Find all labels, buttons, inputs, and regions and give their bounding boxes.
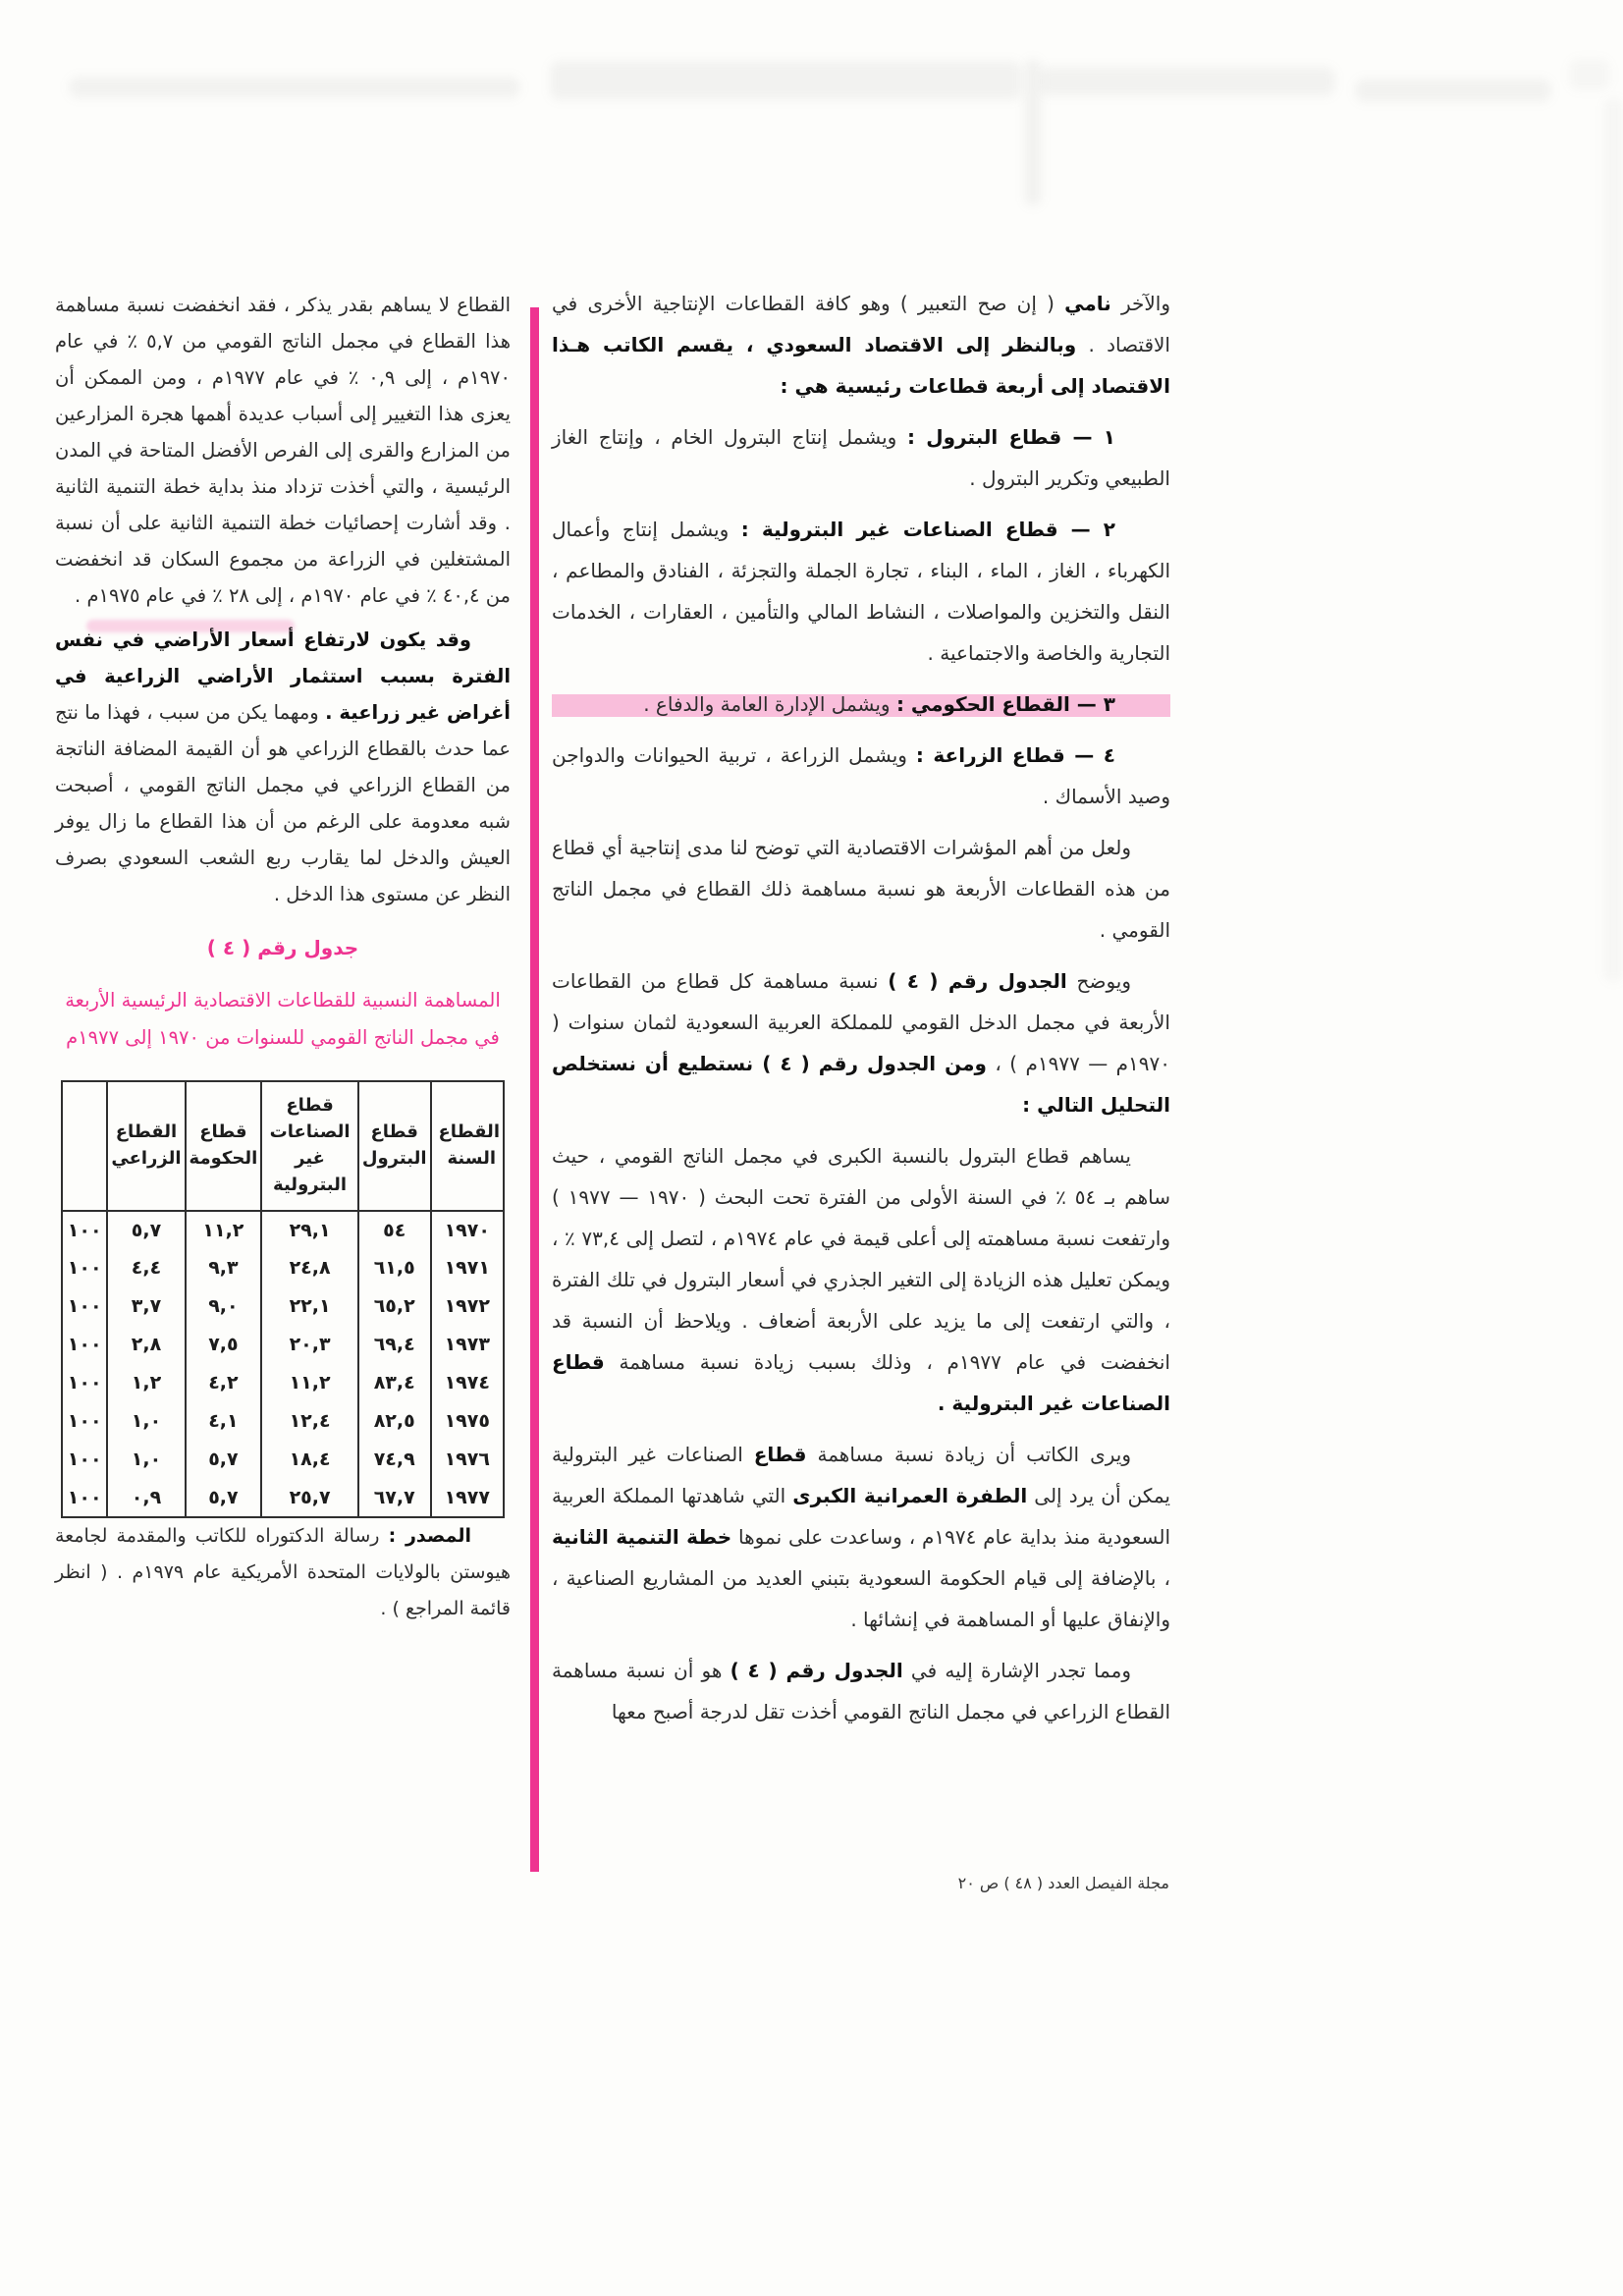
table-row	[62, 1441, 504, 1479]
text-segment: ٣ — القطاع الحكومي :	[895, 692, 1115, 716]
paragraph-sector-non-oil	[552, 509, 1170, 674]
left-column	[55, 287, 511, 1635]
cell-non-oil: ٢٠,٣	[261, 1326, 358, 1364]
paragraph-sector-oil	[552, 416, 1170, 499]
cell-non-oil: ١٢,٤	[261, 1402, 358, 1441]
text-segment: والآخر	[1110, 292, 1170, 315]
cell-oil: ٦٩,٤	[358, 1326, 431, 1364]
cell-gov: ٤,١	[186, 1402, 262, 1441]
cell-oil: ٦١,٥	[358, 1249, 431, 1287]
header-line: غير البترولية	[273, 1148, 348, 1195]
paragraph	[552, 827, 1170, 951]
cell-gov: ٩,٣	[186, 1249, 262, 1287]
cell-year: ١٩٧٧	[431, 1479, 504, 1517]
text-segment: ويوضح	[1066, 969, 1132, 993]
text-segment: ١ — قطاع البترول :	[906, 425, 1115, 449]
header-line: القطاع	[115, 1121, 178, 1142]
header-line: البترول	[361, 1148, 427, 1169]
cell-agri: ٣,٧	[107, 1287, 185, 1326]
header-line: قطاع	[199, 1121, 247, 1142]
cell-oil: ٦٥,٢	[358, 1287, 431, 1326]
right-column	[552, 283, 1170, 1742]
cell-agri: ٢,٨	[107, 1326, 185, 1364]
cell-total: ١٠٠	[62, 1364, 107, 1402]
cell-total: ١٠٠	[62, 1441, 107, 1479]
header-non-oil	[261, 1081, 358, 1211]
table-row	[62, 1402, 504, 1441]
cell-oil: ٧٤,٩	[358, 1441, 431, 1479]
scan-artifact	[1569, 59, 1610, 90]
cell-year: ١٩٧١	[431, 1249, 504, 1287]
cell-total: ١٠٠	[62, 1287, 107, 1326]
table-row	[62, 1211, 504, 1249]
cell-oil: ٨٢,٥	[358, 1402, 431, 1441]
header-year	[431, 1081, 504, 1211]
paragraph	[552, 1135, 1170, 1424]
source-label: المصدر :	[388, 1525, 471, 1547]
cell-year: ١٩٧٤	[431, 1364, 504, 1402]
table-caption-label: جدول رقم ( ٤ )	[206, 936, 359, 959]
cell-year: ١٩٧٢	[431, 1287, 504, 1326]
cell-gov: ٤,٢	[186, 1364, 262, 1402]
text-segment: نامي	[1064, 292, 1111, 315]
text-segment: ويشمل الإدارة العامة والدفاع .	[643, 692, 896, 716]
paragraph	[55, 287, 511, 614]
scan-artifact	[1355, 79, 1551, 102]
scan-artifact	[1604, 98, 1623, 982]
cell-non-oil: ٢٢,١	[261, 1287, 358, 1326]
text-segment: نسبة مساهمة كل قطاع من القطاعات الأربعة في مجمل الدخل القومي للمملكة العربية السعودية لثمان سنوات ( ١٩٧٠م — ١٩٧٧م ) ،	[552, 969, 1170, 1075]
cell-agri: ١,٠	[107, 1441, 185, 1479]
table-caption-title-line2: في مجمل الناتج القومي للسنوات من ١٩٧٠ إلى ١٩٧٧م	[66, 1026, 500, 1049]
cell-year: ١٩٧٦	[431, 1441, 504, 1479]
cell-total: ١٠٠	[62, 1402, 107, 1441]
cell-year: ١٩٧٠	[431, 1211, 504, 1249]
text-segment: القطاع لا يساهم بقدر يذكر ، فقد انخفضت نسبة مساهمة هذا القطاع في مجمل الناتج القومي من ٥,٧ ٪ في عام ١٩٧٠م ، إلى ٠,٩ ٪ في عام ١٩٧٧م ، ومن الممكن أن يعزى هذا التغيير إلى أسباب عديدة أهمها هجرة المزارعين من المزارع والقرى إلى الفرص الأفضل المتاحة في المدن الرئيسية ، والتي أخذت تزداد منذ بداية خطة التنمية الثانية . وقد أشارت إحصائيات خطة التنمية الثانية على أن نسبة المشتغلين في الزراعة من مجموع السكان قد انخفضت من ٤٠,٤ ٪ في عام ١٩٧٠م ، إلى ٢٨ ٪ في عام ١٩٧٥م .	[55, 294, 512, 607]
cell-oil: ٨٣,٤	[358, 1364, 431, 1402]
cell-total: ١٠٠	[62, 1249, 107, 1287]
paragraph	[552, 283, 1170, 407]
source-note	[55, 1518, 511, 1627]
cell-oil: ٦٧,٧	[358, 1479, 431, 1517]
cell-year: ١٩٧٣	[431, 1326, 504, 1364]
text-segment: ٤ — قطاع الزراعة :	[915, 743, 1115, 767]
text-segment: هو أن نسبة مساهمة القطاع الزراعي في مجمل الناتج القومي أخذت تقل لدرجة أصبح معها	[552, 1659, 1170, 1723]
cell-non-oil: ٢٩,١	[261, 1211, 358, 1249]
cell-non-oil: ١١,٢	[261, 1364, 358, 1402]
table-head	[62, 1081, 504, 1211]
text-segment: يساهم قطاع البترول بالنسبة الكبرى في مجمل الناتج القومي ، حيث ساهم بـ ٥٤ ٪ في السنة الأولى من الفترة تحت البحث ( ١٩٧٠ — ١٩٧٧ ) وارتفعت نسبة مساهمته إلى أعلى قيمة في عام ١٩٧٤م ، لتصل إلى ٧٣,٤ ٪ ، ويمكن تعليل هذه الزيادة إلى التغير الجذري في أسعار البترول في تلك الفترة ، والتي ارتفعت إلى ما يزيد على الأربعة أضعاف . ويلاحظ أن النسبة قد انخفضت في عام ١٩٧٧م ، وذلك بسبب زيادة نسبة مساهمة	[552, 1144, 1171, 1374]
header-line: الزراعي	[111, 1148, 182, 1169]
table-row	[62, 1364, 504, 1402]
paragraph	[552, 1650, 1170, 1732]
paragraph	[55, 622, 511, 912]
table-caption-title-line1: المساهمة النسبية للقطاعات الاقتصادية الرئيسية الأربعة	[65, 989, 501, 1011]
text-segment: ويشمل الزراعة ، تربية الحيوانات والدواجن وصيد الأسماك .	[552, 743, 1170, 808]
text-segment: ويرى الكاتب أن زيادة نسبة مساهمة	[806, 1443, 1131, 1466]
text-segment: وقد يكون لارتفاع أسعار الأراضي في نفس الفترة بسبب استثمار الأراضي الزراعية في أغراض غير زراعية .	[55, 629, 511, 724]
cell-year: ١٩٧٥	[431, 1402, 504, 1441]
cell-non-oil: ١٨,٤	[261, 1441, 358, 1479]
cell-oil: ٥٤	[358, 1211, 431, 1249]
scan-artifact	[1041, 67, 1335, 96]
column-divider	[530, 307, 539, 1872]
table-row	[62, 1326, 504, 1364]
cell-agri: ٠,٩	[107, 1479, 185, 1517]
scan-artifact	[1024, 59, 1042, 206]
cell-gov: ٧,٥	[186, 1326, 262, 1364]
text-segment: ومهما يكن من سبب ، فهذا ما نتج عما حدث بالقطاع الزراعي هو أن القيمة المضافة الناتجة من القطاع الزراعي في مجمل الناتج القومي ، أصبحت شبه معدومة على الرغم من أن هذا القطاع ما زال يوفر العيش والدخل لما يقارب ربع الشعب السعودي بصرف النظر عن مستوى هذا الدخل .	[55, 701, 511, 905]
paragraph	[552, 1434, 1170, 1640]
header-total	[62, 1081, 107, 1211]
paragraph	[552, 960, 1170, 1125]
cell-agri: ١,٢	[107, 1364, 185, 1402]
cell-non-oil: ٢٤,٨	[261, 1249, 358, 1287]
header-agriculture	[107, 1081, 185, 1211]
header-line: الحكومة	[189, 1148, 258, 1169]
text-segment: ( إن صح التعبير ) وهو كافة القطاعات الإنتاجية الأخرى في الاقتصاد .	[552, 292, 1170, 356]
text-segment: الجدول رقم ( ٤ )	[888, 969, 1067, 993]
text-segment: ٢ — قطاع الصناعات غير البترولية :	[740, 518, 1115, 541]
cell-gov: ٥,٧	[186, 1479, 262, 1517]
text-segment: ومما تجدر الإشارة إليه في	[902, 1659, 1131, 1682]
cell-gov: ١١,٢	[186, 1211, 262, 1249]
text-segment: التي شاهدتها المملكة العربية السعودية منذ بداية عام ١٩٧٤م ، وساعدت على نموها	[552, 1484, 1171, 1549]
sector-contribution-table	[61, 1080, 505, 1518]
header-government	[186, 1081, 262, 1211]
text-segment: ، بالإضافة إلى قيام الحكومة السعودية بتبني العديد من المشاريع الصناعية ، والإنفاق عليها أو المساهمة في إنشائها .	[552, 1566, 1170, 1631]
header-line: القطاع	[438, 1121, 500, 1142]
scan-artifact	[550, 61, 1021, 100]
cell-agri: ٤,٤	[107, 1249, 185, 1287]
text-segment: ويشمل إنتاج البترول الخام ، وإنتاج الغاز الطبيعي وتكرير البترول .	[552, 425, 1170, 490]
page-footer: مجلة الفيصل العدد ( ٤٨ ) ص ٢٠	[957, 1874, 1169, 1892]
table-body	[62, 1211, 504, 1517]
table-row	[62, 1287, 504, 1326]
text-segment: ومن الجدول رقم ( ٤ ) نستطيع أن نستخلص التحليل التالي :	[552, 1052, 1170, 1117]
header-line: قطاع	[370, 1121, 418, 1142]
text-segment: ويشمل إنتاج وأعمال الكهرباء ، الغاز ، الماء ، البناء ، تجارة الجملة والتجزئة ، الفنادق والمطاعم ، النقل والتخزين والمواصلات ، النشاط المالي والتأمين ، العقارات ، الخدمات التجارية والخاصة والاجتماعية .	[552, 518, 1170, 665]
header-line: قطاع الصناعات	[269, 1095, 351, 1142]
header-line: السنة	[447, 1148, 496, 1169]
text-segment: ولعل من أهم المؤشرات الاقتصادية التي توضح لنا مدى إنتاجية أي قطاع من هذه القطاعات الأربعة هو نسبة مساهمة ذلك القطاع في مجمل الناتج القومي .	[552, 836, 1170, 942]
cell-total: ١٠٠	[62, 1479, 107, 1517]
source-text: رسالة الدكتوراه للكاتب والمقدمة لجامعة هيوستن بالولايات المتحدة الأمريكية عام ١٩٧٩م . ( انظر قائمة المراجع ) .	[55, 1525, 511, 1619]
cell-agri: ١,٠	[107, 1402, 185, 1441]
cell-total: ١٠٠	[62, 1326, 107, 1364]
text-segment: خطة التنمية الثانية	[552, 1525, 732, 1549]
text-segment: الجدول رقم ( ٤ )	[730, 1659, 903, 1682]
text-segment: وبالنظر إلى الاقتصاد السعودي ، يقسم الكاتب هـذا الاقتصاد إلى أربعة قطاعات رئيسية هي :	[552, 333, 1170, 398]
text-segment: الصناعات غير البترولية يمكن أن يرد إلى	[552, 1443, 1170, 1507]
paragraph-sector-agriculture	[552, 735, 1170, 817]
header-oil	[358, 1081, 431, 1211]
table-header-row	[62, 1081, 504, 1211]
table-row	[62, 1479, 504, 1517]
table-row	[62, 1249, 504, 1287]
text-segment: قطاع	[753, 1443, 807, 1466]
cell-gov: ٩,٠	[186, 1287, 262, 1326]
cell-gov: ٥,٧	[186, 1441, 262, 1479]
scan-artifact	[69, 77, 520, 98]
cell-total: ١٠٠	[62, 1211, 107, 1249]
cell-non-oil: ٢٥,٧	[261, 1479, 358, 1517]
text-segment: الطفرة العمرانية الكبرى	[792, 1484, 1028, 1507]
text-segment: قطاع الصناعات غير البترولية .	[552, 1350, 1170, 1415]
paragraph-sector-government	[552, 683, 1170, 725]
cell-agri: ٥,٧	[107, 1211, 185, 1249]
